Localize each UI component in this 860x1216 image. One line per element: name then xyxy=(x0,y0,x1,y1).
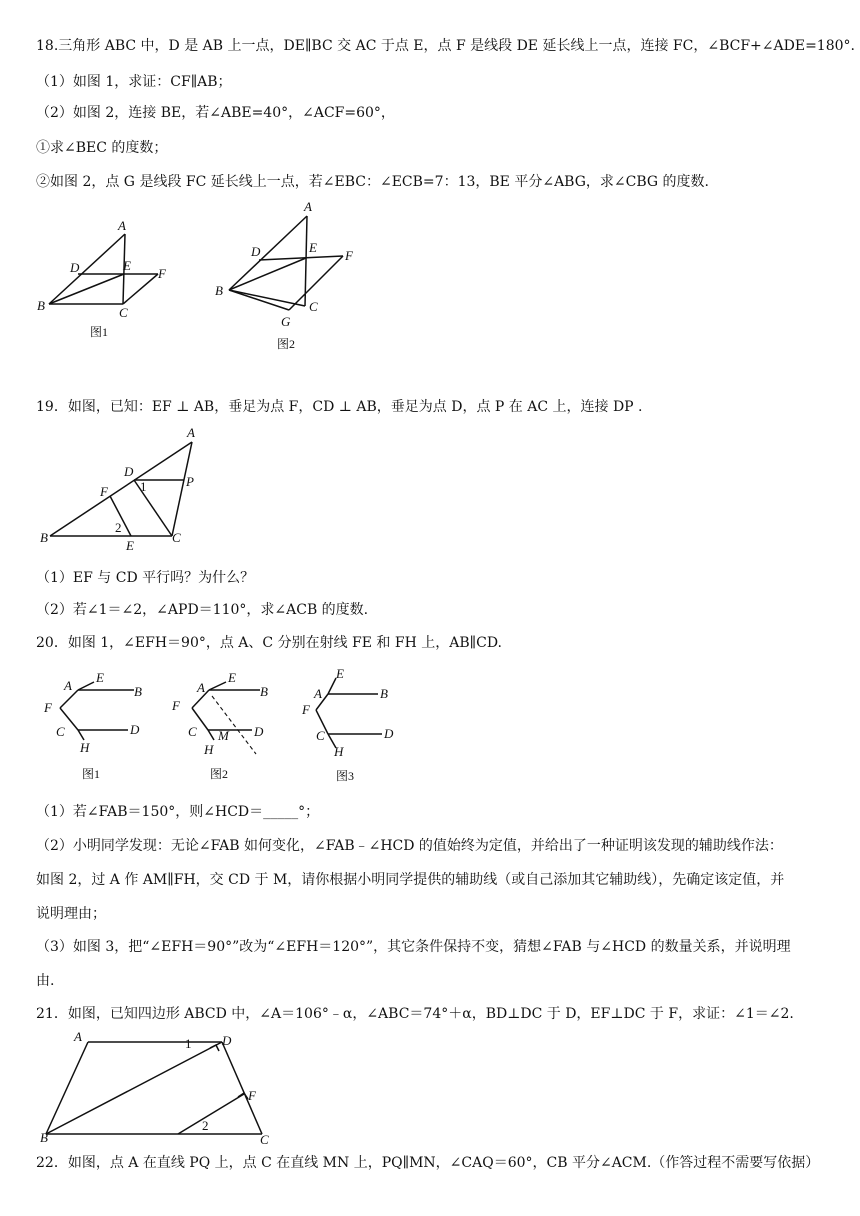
q20-f1-label-d: D xyxy=(130,722,140,737)
q20-part1: （1）若∠FAB＝150°，则∠HCD＝_____°； xyxy=(36,804,320,820)
q18-f2-label-g: G xyxy=(281,314,291,329)
q18-figure1 xyxy=(30,214,180,344)
q20-f3-label-b: B xyxy=(380,686,388,701)
q19-figure xyxy=(30,424,210,554)
q20-f3-label-d: D xyxy=(384,726,394,741)
q20-f2-label-h: H xyxy=(204,742,214,757)
q21-angle-2: 2 xyxy=(202,1118,209,1133)
q20-fig1-caption: 图1 xyxy=(82,767,101,781)
q18-stem: 18.三角形 ABC 中，D 是 AB 上一点，DE∥BC 交 AC 于点 E，点 F 是线段 DE 延长线上一点，连接 FC，∠BCF+∠ADE=180°. xyxy=(36,38,855,54)
q20-f2-label-f: F xyxy=(172,698,180,713)
q19-label-b: B xyxy=(40,530,48,545)
q18-f2-label-b: B xyxy=(215,283,223,298)
q18-f2-label-f: F xyxy=(345,248,353,263)
q20-f3-label-f: F xyxy=(302,702,310,717)
q20-part2-line3: 说明理由； xyxy=(36,906,106,922)
q19-angle-2: 2 xyxy=(115,520,122,535)
q21-label-c: C xyxy=(260,1132,269,1147)
q21-label-a: A xyxy=(74,1030,82,1044)
q20-part2-line2: 如图 2，过 A 作 AM∥FH，交 CD 于 M，请你根据小明同学提供的辅助线（或自己添加其它辅助线），先确定该定值，并 xyxy=(36,872,785,888)
q19-label-d: D xyxy=(124,464,134,479)
q18-part2a: ①求∠BEC 的度数； xyxy=(36,140,168,156)
q19-label-a: A xyxy=(187,425,195,440)
q18-f1-label-e: E xyxy=(123,258,131,273)
q20-f1-label-a: A xyxy=(64,678,72,693)
q18-f2-label-c: C xyxy=(309,299,318,314)
q21-figure xyxy=(30,1030,290,1148)
q20-f1-label-f: F xyxy=(44,700,52,715)
q20-figure3 xyxy=(294,664,414,786)
q20-f2-label-b: B xyxy=(260,684,268,699)
q20-part3-line1: （3）如图 3，把“∠EFH＝90°”改为“∠EFH＝120°”，其它条件保持不变，猜想∠FAB 与∠HCD 的数量关系，并说明理 xyxy=(36,939,791,955)
q18-f1-label-c: C xyxy=(119,305,128,320)
q18-f2-label-d: D xyxy=(251,244,261,259)
q18-part2b: ②如图 2，点 G 是线段 FC 延长线上一点，若∠EBC：∠ECB=7：13，BE 平分∠ABG，求∠CBG 的度数. xyxy=(36,174,709,190)
q21-angle-1: 1 xyxy=(185,1036,192,1051)
q20-f2-label-m: M xyxy=(218,728,229,743)
q20-f3-label-c: C xyxy=(316,728,325,743)
q18-fig2-caption: 图2 xyxy=(277,337,296,351)
q20-f1-label-c: C xyxy=(56,724,65,739)
q21-label-f: F xyxy=(248,1088,256,1103)
q19-label-p: P xyxy=(186,474,194,489)
q20-f1-label-e: E xyxy=(96,670,104,685)
q20-figure2 xyxy=(164,668,294,786)
q20-f2-label-c: C xyxy=(188,724,197,739)
q20-f2-label-d: D xyxy=(254,724,264,739)
q20-f3-label-h: H xyxy=(334,744,344,759)
q20-f1-label-b: B xyxy=(134,684,142,699)
q21-stem: 21．如图，已知四边形 ABCD 中，∠A＝106°﹣α，∠ABC＝74°＋α，BD⊥DC 于 D，EF⊥DC 于 F，求证：∠1＝∠2. xyxy=(36,1006,794,1022)
q19-part1: （1）EF 与 CD 平行吗？为什么？ xyxy=(36,570,255,586)
q19-angle-1: 1 xyxy=(140,479,147,494)
q20-part3-line2: 由. xyxy=(36,973,55,989)
q20-f2-label-e: E xyxy=(228,670,236,685)
q20-f2-label-a: A xyxy=(197,680,205,695)
q19-label-f: F xyxy=(100,484,108,499)
q18-figure2 xyxy=(205,198,375,358)
q19-stem: 19．如图，已知：EF ⊥ AB，垂足为点 F，CD ⊥ AB，垂足为点 D，点 P 在 AC 上，连接 DP . xyxy=(36,399,643,415)
q20-f1-label-h: H xyxy=(80,740,90,755)
q20-part2-line1: （2）小明同学发现：无论∠FAB 如何变化，∠FAB﹣∠HCD 的值始终为定值，并给出了一种证明该发现的辅助线作法： xyxy=(36,838,783,854)
q20-f3-label-e: E xyxy=(336,666,344,681)
q18-f2-label-e: E xyxy=(309,240,317,255)
q21-label-d: D xyxy=(222,1033,232,1048)
q20-fig2-caption: 图2 xyxy=(210,767,229,781)
q18-part1: （1）如图 1，求证：CF∥AB； xyxy=(36,74,232,90)
q19-label-c: C xyxy=(172,530,181,545)
q20-f3-label-a: A xyxy=(314,686,322,701)
q18-f1-label-f: F xyxy=(158,266,166,281)
q18-f1-label-d: D xyxy=(70,260,80,275)
q21-label-b: B xyxy=(40,1130,48,1145)
q19-label-e: E xyxy=(126,538,134,553)
q20-stem: 20．如图 1，∠EFH＝90°，点 A、C 分别在射线 FE 和 FH 上，AB∥CD. xyxy=(36,635,502,651)
q20-figure1 xyxy=(34,668,164,786)
q18-fig1-caption: 图1 xyxy=(90,325,109,339)
q18-f2-label-a: A xyxy=(304,199,312,214)
q19-part2: （2）若∠1＝∠2，∠APD＝110°，求∠ACB 的度数. xyxy=(36,602,369,618)
q22-stem: 22．如图，点 A 在直线 PQ 上，点 C 在直线 MN 上，PQ∥MN，∠CAQ＝60°，CB 平分∠ACM.（作答过程不需要写依据） xyxy=(36,1155,820,1171)
q18-f1-label-b: B xyxy=(37,298,45,313)
q20-fig3-caption: 图3 xyxy=(336,769,355,783)
q18-part2: （2）如图 2，连接 BE，若∠ABE=40°，∠ACF=60°， xyxy=(36,105,395,121)
q18-f1-label-a: A xyxy=(118,218,126,233)
